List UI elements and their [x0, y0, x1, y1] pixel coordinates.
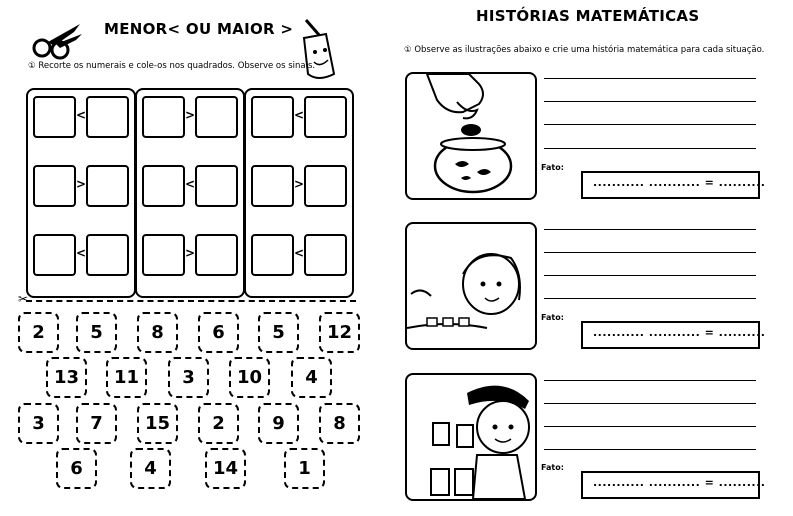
number-drop-box[interactable]: [195, 234, 238, 276]
comparison-sign: >: [185, 108, 196, 122]
comparison-sign: >: [185, 246, 196, 260]
writing-line: [544, 148, 756, 149]
number-drop-box[interactable]: [304, 234, 347, 276]
number-drop-box[interactable]: [33, 234, 76, 276]
equation-box[interactable]: [581, 471, 766, 499]
number-tile[interactable]: 8: [319, 403, 360, 444]
writing-line: [544, 449, 756, 450]
scissors-cut-icon: ✂: [18, 292, 29, 306]
number-drop-box[interactable]: [33, 165, 76, 207]
number-tile[interactable]: 3: [168, 357, 209, 398]
illustration-girl-cupcakes: [405, 222, 537, 350]
number-tile[interactable]: 13: [46, 357, 87, 398]
illustration-boy-popcorn: [405, 373, 537, 501]
comparison-sign: <: [185, 177, 196, 191]
number-tile[interactable]: 9: [258, 403, 299, 444]
number-drop-box[interactable]: [251, 234, 294, 276]
comparison-panel: [244, 88, 354, 298]
number-drop-box[interactable]: [195, 165, 238, 207]
writing-line: [544, 78, 756, 79]
comparison-sign: <: [76, 246, 87, 260]
number-tile[interactable]: 2: [18, 312, 59, 353]
comparison-sign: <: [76, 108, 87, 122]
comparison-panel: [135, 88, 245, 298]
equation-box[interactable]: [581, 171, 766, 199]
fato-label: Fato:: [541, 313, 564, 322]
comparison-sign: >: [76, 177, 87, 191]
number-drop-box[interactable]: [142, 234, 185, 276]
number-tile[interactable]: 1: [284, 448, 325, 489]
equation-blanks: ........... ........... = ..........: [593, 476, 766, 489]
number-drop-box[interactable]: [142, 96, 185, 138]
number-tile[interactable]: 11: [106, 357, 147, 398]
page-title-right: HISTÓRIAS MATEMÁTICAS: [476, 7, 700, 25]
number-drop-box[interactable]: [142, 165, 185, 207]
number-tile[interactable]: 4: [291, 357, 332, 398]
number-drop-box[interactable]: [86, 234, 129, 276]
number-drop-box[interactable]: [304, 165, 347, 207]
equation-blanks: ........... ........... = ..........: [593, 176, 766, 189]
writing-line: [544, 124, 756, 125]
instruction-left: ① Recorte os numerais e cole-os nos quadrados. Observe os sinais.: [28, 61, 316, 71]
number-tile[interactable]: 3: [18, 403, 59, 444]
comparison-sign: <: [294, 108, 305, 122]
number-tile[interactable]: 5: [258, 312, 299, 353]
page-title-left: MENOR< OU MAIOR >: [104, 20, 294, 38]
number-tile[interactable]: 15: [137, 403, 178, 444]
writing-line: [544, 252, 756, 253]
number-drop-box[interactable]: [251, 165, 294, 207]
illustration-fish-bowl: [405, 72, 537, 200]
number-tile[interactable]: 14: [205, 448, 246, 489]
number-tile[interactable]: 6: [198, 312, 239, 353]
scissors-icon: [30, 18, 86, 60]
number-drop-box[interactable]: [304, 96, 347, 138]
equation-blanks: ........... ........... = ..........: [593, 326, 766, 339]
number-drop-box[interactable]: [195, 96, 238, 138]
instruction-right: ① Observe as ilustrações abaixo e crie uma história matemática para cada situação.: [404, 45, 765, 55]
number-drop-box[interactable]: [86, 96, 129, 138]
writing-line: [544, 403, 756, 404]
writing-line: [544, 101, 756, 102]
comparison-sign: <: [294, 246, 305, 260]
comparison-panel: [26, 88, 136, 298]
number-tile[interactable]: 12: [319, 312, 360, 353]
number-tile[interactable]: 6: [56, 448, 97, 489]
number-tile[interactable]: 4: [130, 448, 171, 489]
number-tile[interactable]: 5: [76, 312, 117, 353]
writing-line: [544, 298, 756, 299]
cut-line: [26, 300, 356, 302]
writing-line: [544, 426, 756, 427]
number-tile[interactable]: 2: [198, 403, 239, 444]
number-tile[interactable]: 8: [137, 312, 178, 353]
number-drop-box[interactable]: [86, 165, 129, 207]
number-tile[interactable]: 7: [76, 403, 117, 444]
number-drop-box[interactable]: [251, 96, 294, 138]
writing-line: [544, 229, 756, 230]
number-drop-box[interactable]: [33, 96, 76, 138]
fato-label: Fato:: [541, 463, 564, 472]
comparison-sign: >: [294, 177, 305, 191]
equation-box[interactable]: [581, 321, 766, 349]
number-tile[interactable]: 10: [229, 357, 270, 398]
fato-label: Fato:: [541, 163, 564, 172]
writing-line: [544, 275, 756, 276]
glue-bottle-icon: [296, 16, 342, 82]
writing-line: [544, 380, 756, 381]
